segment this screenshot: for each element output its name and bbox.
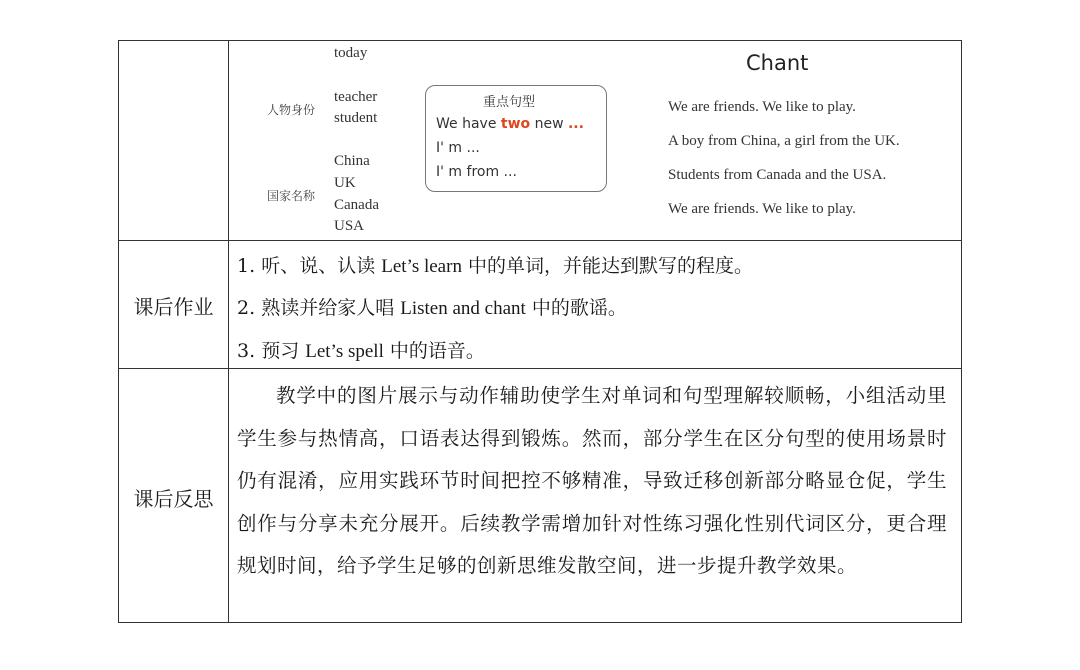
vocab-student: student: [334, 110, 378, 126]
homework-item-3: 3. 预习 Let’s spell 中的语音。: [237, 340, 485, 362]
lesson-table: [118, 40, 962, 623]
chant-title: Chant: [746, 51, 809, 75]
homework-item-2: 2. 熟读并给家人唱 Listen and chant 中的歌谣。: [237, 297, 627, 319]
chant-line-4: We are friends. We like to play.: [668, 201, 856, 217]
vocab-china: China: [334, 153, 370, 169]
key-sentence-2: I' m ...: [436, 140, 480, 156]
key-sentence-title: 重点句型: [483, 95, 536, 110]
key-sentence-box: [425, 85, 607, 192]
category-identity: 人物身份: [267, 103, 316, 117]
homework-item-1: 1. 听、说、认读 Let’s learn 中的单词，并能达到默写的程度。: [237, 255, 753, 277]
vocab-today: today: [334, 45, 368, 61]
highlight-two: two: [500, 116, 531, 132]
homework-label: 课后作业: [133, 295, 214, 319]
chant-line-1: We are friends. We like to play.: [668, 99, 856, 115]
key-sentence-1: We have two new ...: [436, 116, 584, 132]
category-country: 国家名称: [267, 189, 316, 203]
reflection-label: 课后反思: [133, 487, 214, 511]
vocab-canada: Canada: [334, 197, 379, 213]
chant-line-3: Students from Canada and the USA.: [668, 167, 887, 183]
key-sentence-3: I' m from ...: [436, 164, 517, 180]
vocab-uk: UK: [334, 175, 356, 191]
chant-line-2: A boy from China, a girl from the UK.: [668, 133, 900, 149]
row-divider-2: [119, 368, 961, 369]
vocab-teacher: teacher: [334, 89, 378, 105]
row-divider-1: [119, 240, 961, 241]
vocab-usa: USA: [334, 218, 365, 234]
column-divider: [228, 41, 229, 622]
reflection-text: 教学中的图片展示与动作辅助使学生对单词和句型理解较顺畅，小组活动里学生参与热情高，口语表达得到锻炼。然而，部分学生在区分句型的使用场景时仍有混淆，应用实践环节时间把控不够精准，导致迁移创新部分略显仓促，学生创作与分享未充分展开。后续教学需增加针对性练习强化性别代词区分，更合理规划时间，给予学生足够的创新思维发散空间，进一步提升教学效果。: [237, 384, 947, 577]
